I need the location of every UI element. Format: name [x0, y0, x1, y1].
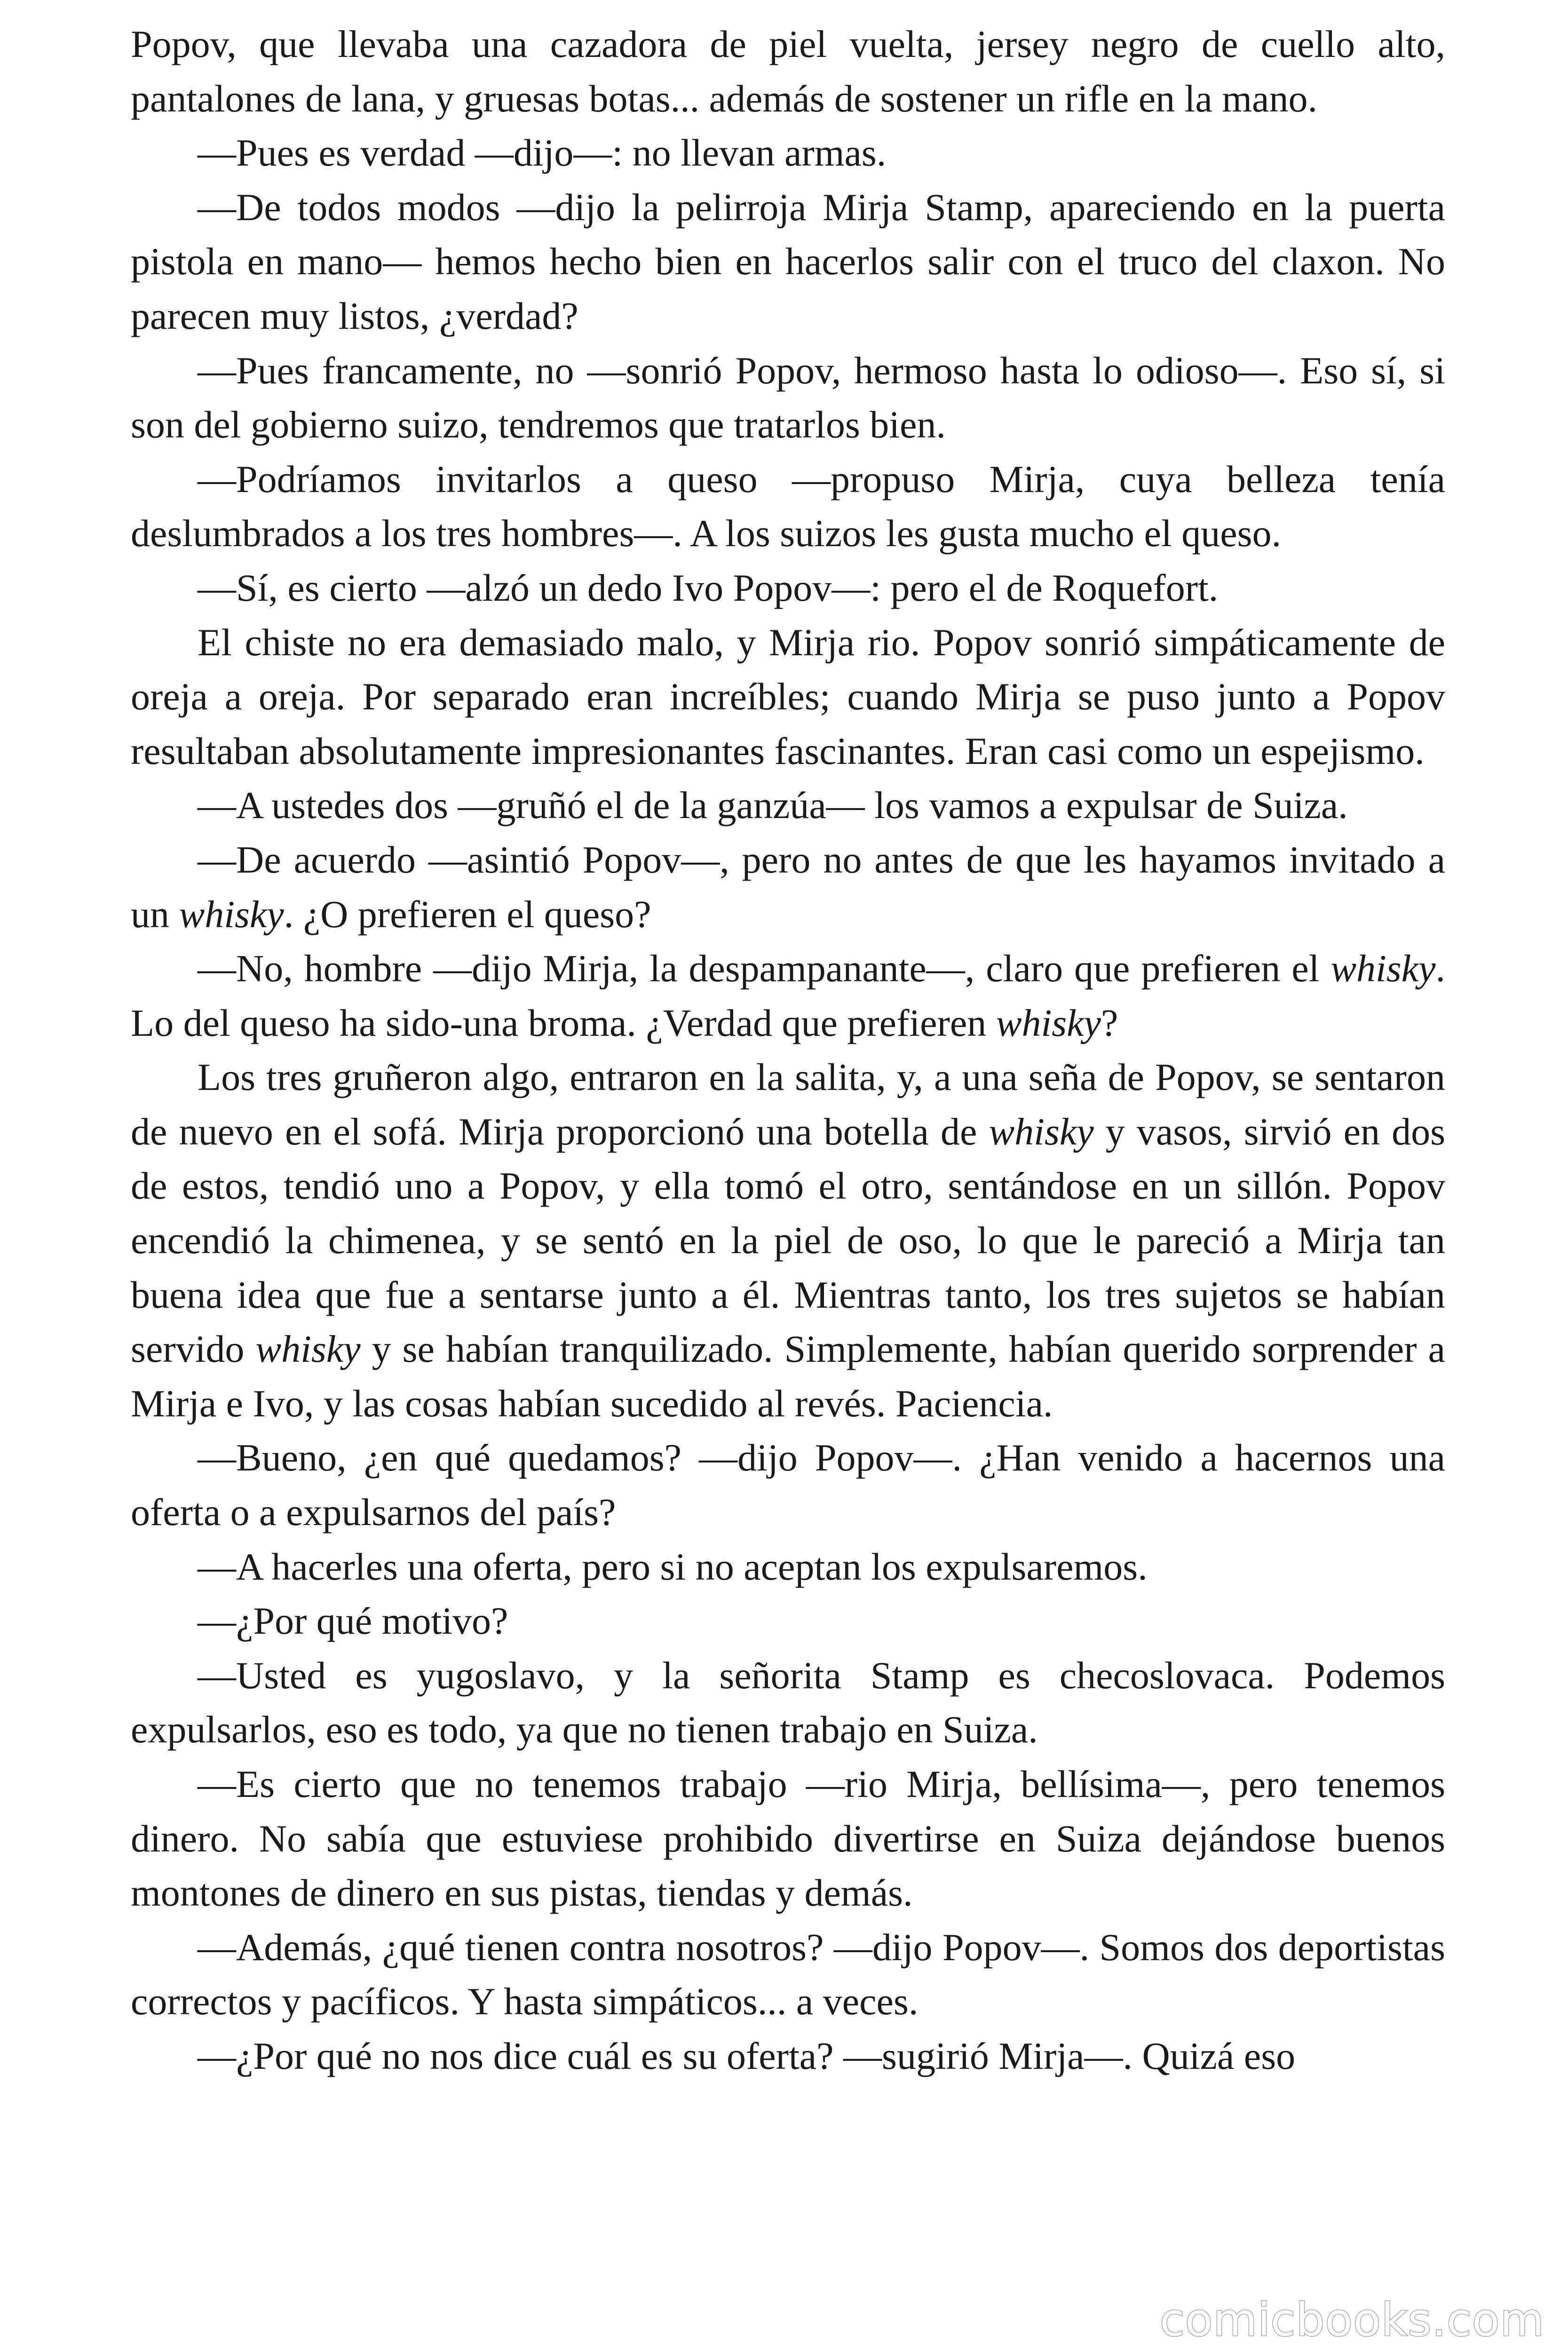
paragraph [131, 615, 1445, 779]
text-run: —Pues francamente, no —sonrió Popov, hermoso hasta lo odioso—. Eso sí, si son del gobierno suizo, tendremos que tratarlos bien. [131, 349, 1445, 446]
text-run: ? [1101, 1001, 1118, 1044]
paragraph [131, 778, 1445, 833]
paragraph [131, 1594, 1445, 1648]
text-run: —A ustedes dos —gruñó el de la ganzúa— los vamos a expulsar de Suiza. [198, 784, 1348, 827]
paragraph [131, 180, 1445, 343]
text-run: Los tres gruñeron algo, entraron en la salita, y, a una seña de Popov, se sentaron de nuevo en el sofá. Mirja proporcionó una botella de [131, 1056, 1445, 1153]
text-run: . ¿O prefieren el queso? [284, 892, 651, 936]
paragraph [131, 2029, 1445, 2083]
paragraph [131, 561, 1445, 615]
text-run: —Es cierto que no tenemos trabajo —rio Mirja, bellísima—, pero tenemos dinero. No sabía que estuviese prohibido divertirse en Suiza dejándose buenos montones de dinero en sus pistas, tiendas y demás. [131, 1763, 1445, 1915]
text-run: Popov, que llevaba una cazadora de piel vuelta, jersey negro de cuello alto, pantalones de lana, y gruesas botas... además de sostener un rifle en la mano. [131, 23, 1445, 120]
paragraph [131, 17, 1445, 126]
text-run: —No, hombre —dijo Mirja, la despampanante—, claro que prefieren el [198, 947, 1331, 990]
text-run: —Usted es yugoslavo, y la señorita Stamp es checoslovaca. Podemos expulsarlos, eso es todo, ya que no tienen trabajo en Suiza. [131, 1653, 1445, 1751]
italic-text: whisky [179, 892, 284, 936]
text-run: . Lo del queso ha sido-una broma. ¿Verdad que prefieren [131, 947, 1445, 1044]
text-run: El chiste no era demasiado malo, y Mirja rio. Popov sonrió simpáticamente de oreja a oreja. Por separado eran increíbles; cuando Mirja se puso junto a Popov resultaban absolutamente impresionantes fascinantes. Eran casi como un espejismo. [131, 620, 1445, 772]
paragraph [131, 833, 1445, 941]
italic-text: whisky [989, 1110, 1094, 1153]
text-run: —Bueno, ¿en qué quedamos? —dijo Popov—. ¿Han venido a hacernos una oferta o a expulsarnos del país? [131, 1436, 1445, 1534]
paragraph [131, 1757, 1445, 1920]
text-run: —¿Por qué no nos dice cuál es su oferta? —sugirió Mirja—. Quizá eso [198, 2034, 1296, 2077]
text-run: —¿Por qué motivo? [198, 1599, 508, 1643]
paragraph [131, 941, 1445, 1050]
watermark-text: comicbooks.com [1159, 2294, 1544, 2346]
paragraph [131, 1920, 1445, 2029]
italic-text: whisky [1330, 947, 1436, 990]
text-run: —Sí, es cierto —alzó un dedo Ivo Popov—: pero el de Roquefort. [198, 566, 1219, 609]
book-page-text [131, 17, 1445, 2083]
paragraph [131, 1430, 1445, 1539]
paragraph [131, 343, 1445, 452]
paragraph [131, 126, 1445, 180]
text-run: —De todos modos —dijo la pelirroja Mirja Stamp, apareciendo en la puerta pistola en mano— hemos hecho bien en hacerlos salir con el truco del claxon. No parecen muy listos, ¿verdad? [131, 185, 1445, 337]
paragraph [131, 1540, 1445, 1594]
paragraph [131, 1648, 1445, 1757]
text-run: —De acuerdo —asintió Popov—, pero no antes de que les hayamos invitado a un [131, 838, 1445, 936]
text-run: —Pues es verdad —dijo—: no llevan armas. [198, 131, 887, 175]
text-run: —A hacerles una oferta, pero si no aceptan los expulsaremos. [198, 1545, 1148, 1588]
paragraph [131, 1050, 1445, 1430]
text-run: y se habían tranquilizado. Simplemente, habían querido sorprender a Mirja e Ivo, y las cosas habían sucedido al revés. Paciencia. [131, 1327, 1446, 1425]
text-run: —Podríamos invitarlos a queso —propuso Mirja, cuya belleza tenía deslumbrados a los tres hombres—. A los suizos les gusta mucho el queso. [131, 457, 1445, 555]
italic-text: whisky [255, 1327, 361, 1371]
italic-text: whisky [996, 1001, 1101, 1044]
text-run: —Además, ¿qué tienen contra nosotros? —dijo Popov—. Somos dos deportistas correctos y pacíficos. Y hasta simpáticos... a veces. [131, 1925, 1445, 2023]
paragraph [131, 452, 1445, 561]
text-run: y vasos, sirvió en dos de estos, tendió uno a Popov, y ella tomó el otro, sentándose en un sillón. Popov encendió la chimenea, y se sentó en la piel de oso, lo que le pareció a Mirja tan buena idea que fue a sentarse junto a él. Mientras tanto, los tres sujetos se habían servido [131, 1110, 1446, 1371]
